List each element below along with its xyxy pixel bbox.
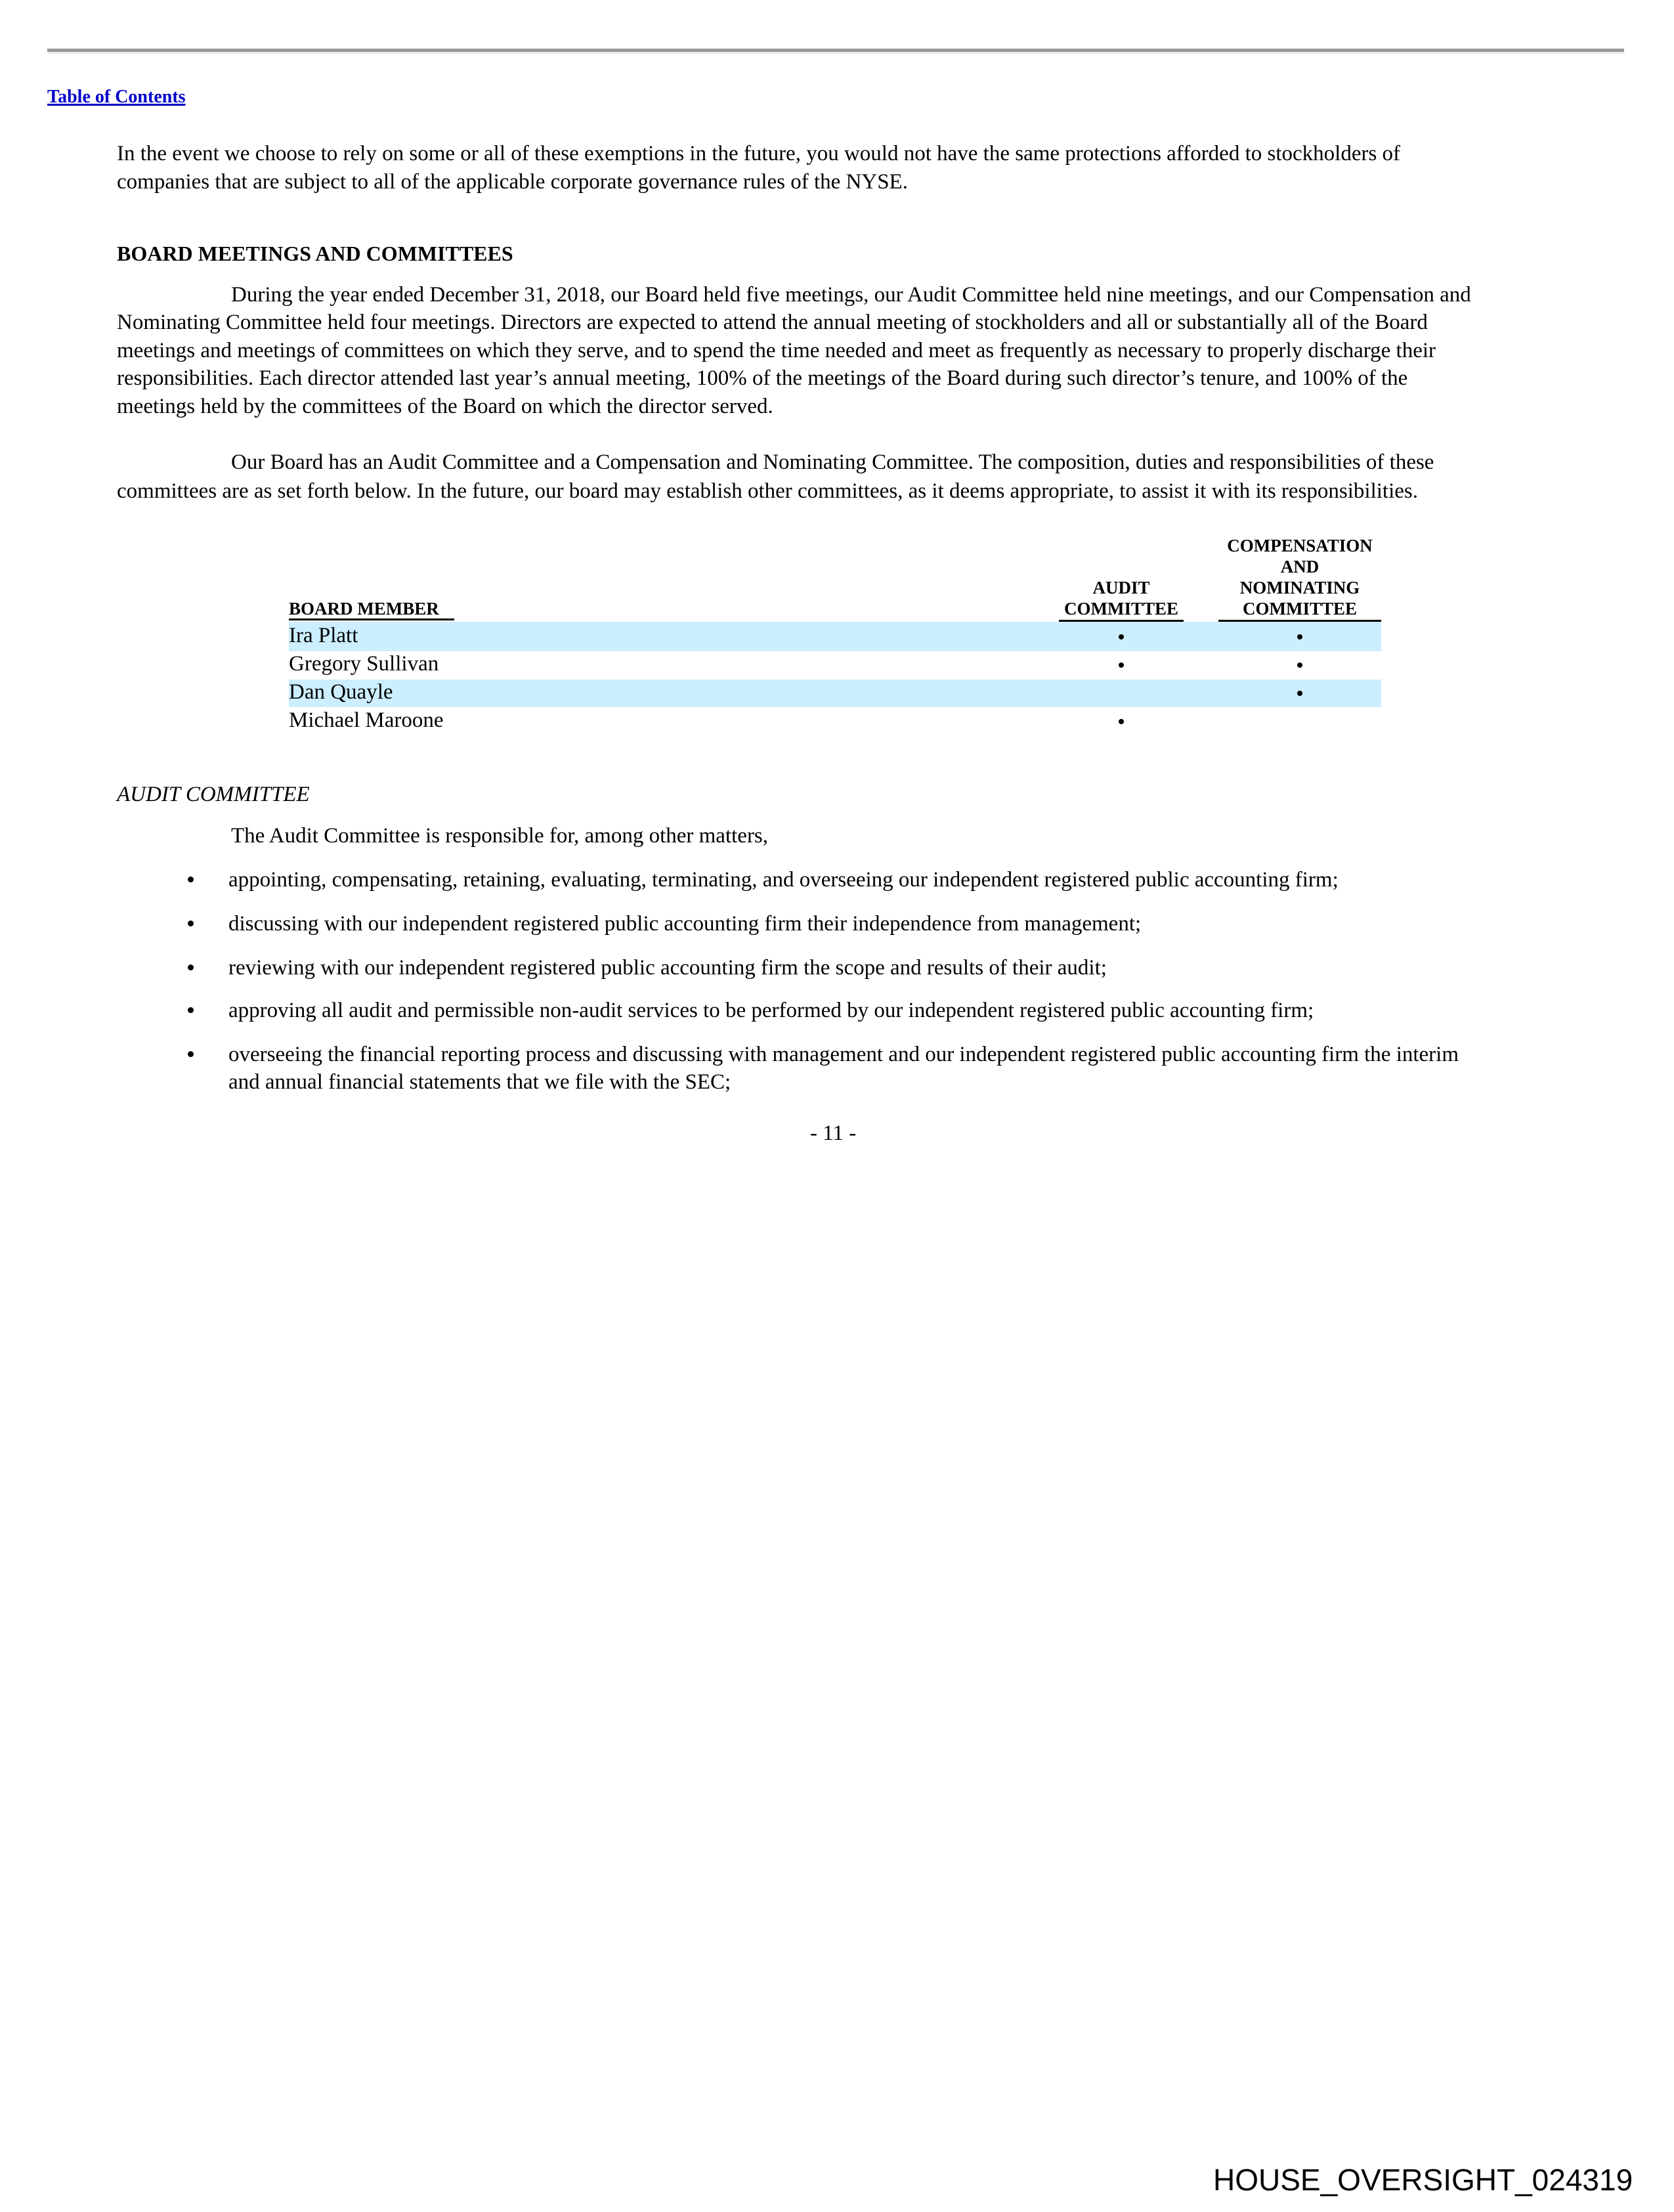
member-name: Ira Platt bbox=[289, 624, 358, 647]
para1-line-4: responsibilities. Each director attended last year’s annual meeting, 100% of the meetings of the Board during such director’s tenure, and 100% of the bbox=[117, 366, 1408, 390]
col-header-board-member: BOARD MEMBER bbox=[289, 599, 439, 618]
row-highlight-3 bbox=[289, 680, 1381, 707]
col-header-comp-line-1: COMPENSATION bbox=[1227, 536, 1373, 555]
para1-line-2: Nominating Committee held four meetings. Directors are expected to attend the annual meeting of stockholders and all or substantially all of the Board bbox=[117, 311, 1428, 334]
member-name: Michael Maroone bbox=[289, 708, 444, 732]
comp-member-marker bbox=[1297, 634, 1302, 640]
para2-line-1: Our Board has an Audit Committee and a Compensation and Nominating Committee. The composition, duties and responsibilities of these bbox=[231, 450, 1434, 474]
bullet-icon bbox=[188, 921, 194, 926]
list-item-text-line-2: and annual financial statements that we file with the SEC; bbox=[228, 1070, 731, 1094]
bates-stamp: HOUSE_OVERSIGHT_024319 bbox=[1213, 2163, 1633, 2197]
row-highlight-1 bbox=[289, 622, 1381, 651]
list-item-text: discussing with our independent registered public accounting firm their independence from management; bbox=[228, 912, 1142, 936]
member-name: Dan Quayle bbox=[289, 680, 393, 704]
col-header-audit-line-1: AUDIT bbox=[1092, 578, 1150, 597]
table-of-contents-link[interactable]: Table of Contents bbox=[47, 87, 186, 107]
para1-line-5: meetings held by the committees of the Board on which the director served. bbox=[117, 395, 773, 418]
audit-committee-intro: The Audit Committee is responsible for, among other matters, bbox=[231, 824, 769, 848]
comp-member-marker bbox=[1297, 691, 1302, 696]
top-rule-shadow bbox=[49, 52, 1624, 54]
section-heading: BOARD MEETINGS AND COMMITTEES bbox=[117, 242, 513, 265]
list-item-text: approving all audit and permissible non-audit services to be performed by our independent registered public accounting firm; bbox=[228, 999, 1314, 1022]
bullet-icon bbox=[188, 965, 194, 970]
list-item-text: appointing, compensating, retaining, evaluating, terminating, and overseeing our independent registered public accounting firm; bbox=[228, 868, 1339, 892]
para2-line-2: committees are as set forth below. In the future, our board may establish other committees, as it deems appropriate, to assist it with its responsibilities. bbox=[117, 479, 1418, 503]
bullet-icon bbox=[188, 1007, 194, 1013]
page-number: - 11 - bbox=[810, 1121, 857, 1145]
col-header-audit bbox=[1059, 577, 1184, 619]
col-header-comp-line-4: COMMITTEE bbox=[1242, 599, 1357, 618]
bullet-icon bbox=[188, 877, 194, 882]
list-item-text: reviewing with our independent registered public accounting firm the scope and results of their audit; bbox=[228, 956, 1107, 980]
intro-line-2: companies that are subject to all of the applicable corporate governance rules of the NYSE. bbox=[117, 170, 908, 194]
audit-member-marker bbox=[1119, 634, 1124, 640]
col-header-comp-nominating bbox=[1218, 535, 1381, 619]
comp-member-marker bbox=[1297, 662, 1302, 668]
col-header-comp-line-3: NOMINATING bbox=[1239, 578, 1360, 597]
para1-line-1: During the year ended December 31, 2018, our Board held five meetings, our Audit Committee held nine meetings, and our Compensation and bbox=[231, 283, 1471, 307]
bullet-icon bbox=[188, 1051, 194, 1057]
audit-committee-heading: AUDIT COMMITTEE bbox=[117, 783, 310, 806]
audit-member-marker bbox=[1119, 719, 1124, 724]
col-header-comp-line-2: AND bbox=[1280, 557, 1320, 576]
intro-line-1: In the event we choose to rely on some or all of these exemptions in the future, you would not have the same protections afforded to stockholders of bbox=[117, 142, 1401, 165]
audit-member-marker bbox=[1119, 662, 1124, 668]
col-header-audit-line-2: COMMITTEE bbox=[1063, 599, 1178, 618]
para1-line-3: meetings and meetings of committees on which they serve, and to spend the time needed and meet as frequently as necessary to properly discharge their bbox=[117, 339, 1436, 362]
board-member-underline bbox=[289, 618, 454, 620]
member-name: Gregory Sullivan bbox=[289, 652, 439, 676]
list-item-text-line-1: overseeing the financial reporting process and discussing with management and our independent registered public accounting firm the interim bbox=[228, 1043, 1459, 1066]
